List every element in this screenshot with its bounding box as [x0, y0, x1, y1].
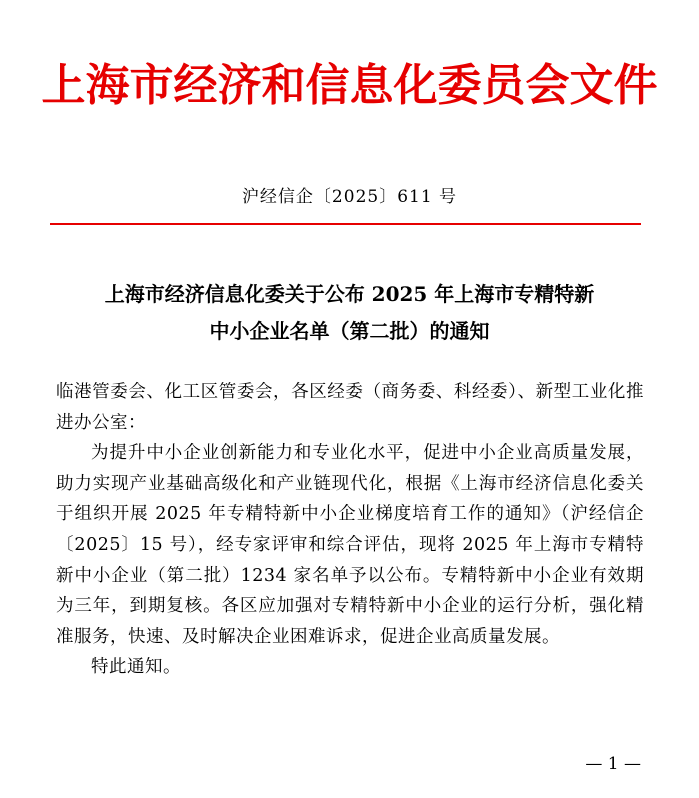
notice-body	[56, 377, 644, 683]
notice-title-line-2: 中小企业名单（第二批）的通知	[209, 319, 490, 343]
notice-title	[40, 276, 659, 350]
notice-title-line-1: 上海市经济信息化委关于公布 2025 年上海市专精特新	[104, 282, 595, 306]
document-number: 沪经信企〔2025〕611 号	[241, 187, 458, 207]
red-separator-line	[50, 223, 641, 225]
page-number: — 1 —	[585, 754, 641, 774]
issuer-header-title: 上海市经济和信息化委员会文件	[41, 60, 658, 111]
main-paragraph: 为提升中小企业创新能力和专业化水平，促进中小企业高质量发展，助力实现产业基础高级化和产业链现代化，根据《上海市经济信息化委关于组织开展 2025 年专精特新中小企业梯度培育工作的通知》（沪经信企〔2025〕15 号），经专家评审和综合评估，现将 2025 年上海市专精特新中小企业（第二批）1234 家名单予以公布。专精特新中小企业有效期为三年，到期复核。各区应加强对专精特新中小企业的运行分析，强化精准服务，快速、及时解决企业困难诉求，促进企业高质量发展。	[56, 443, 644, 647]
addressee-paragraph: 临港管委会、化工区管委会，各区经委（商务委、科经委）、新型工业化推进办公室：	[56, 382, 644, 433]
closing-paragraph: 特此通知。	[91, 657, 181, 678]
